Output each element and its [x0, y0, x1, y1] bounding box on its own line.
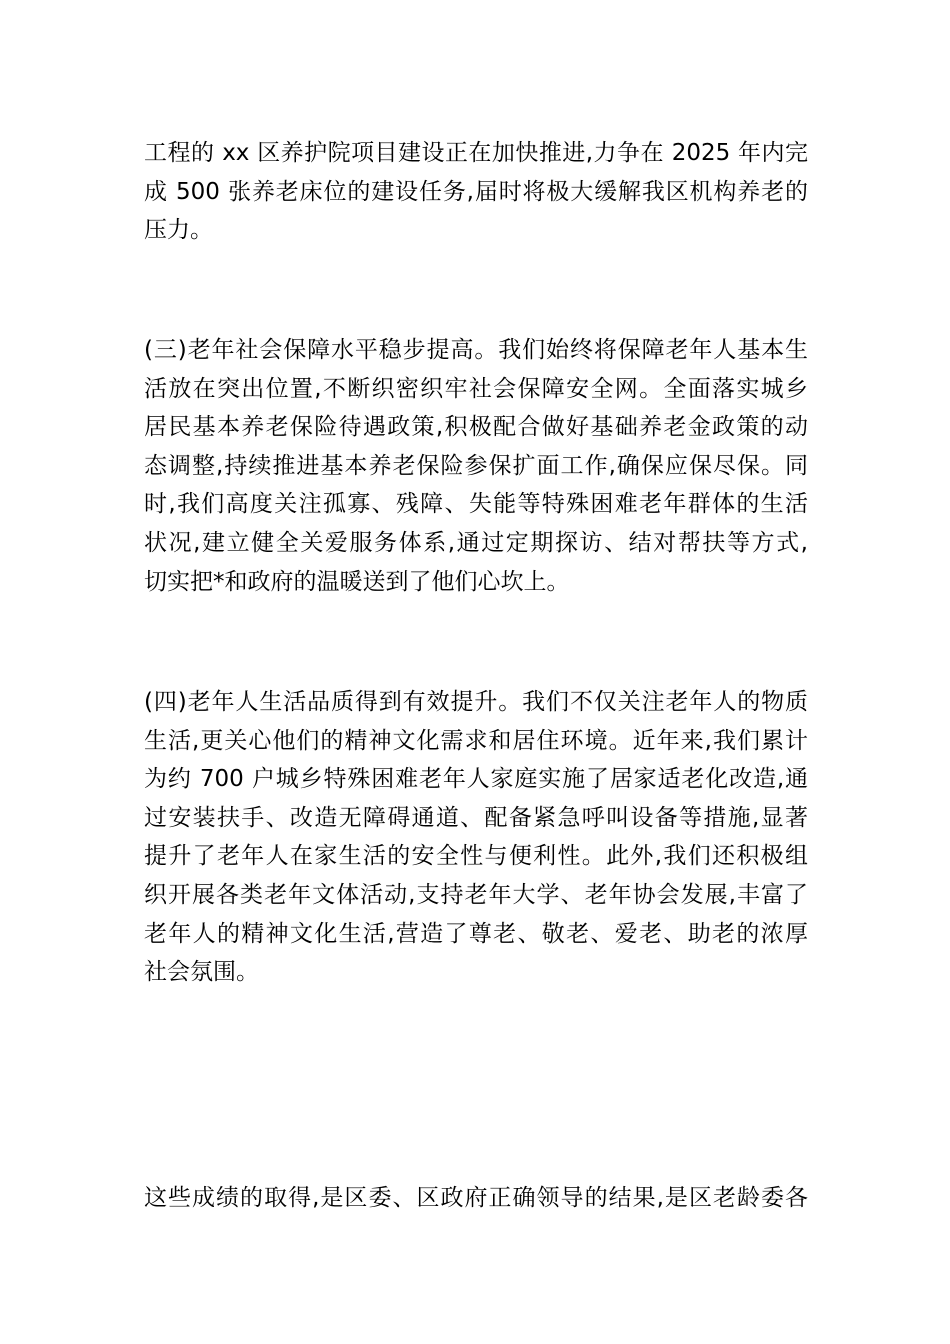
text-line: 老年人的精神文化生活,营造了尊老、敬老、爱老、助老的浓厚 [144, 920, 808, 947]
text-line: 生活,更关心他们的精神文化需求和居住环境。近年来,我们累计 [144, 727, 808, 754]
text-line: 切实把*和政府的温暖送到了他们心坎上。 [144, 568, 570, 595]
text-line: 提升了老年人在家生活的安全性与便利性。此外,我们还积极组 [144, 843, 808, 870]
text-line: 社会氛围。 [144, 959, 259, 986]
paragraph-social-security [144, 331, 808, 601]
text-line: 居民基本养老保险待遇政策,积极配合做好基础养老金政策的动 [144, 414, 808, 441]
paragraph-achievements [144, 1179, 808, 1218]
paragraph-quality-of-life [144, 683, 808, 992]
text-line: 过安装扶手、改造无障碍通道、配备紧急呼叫设备等措施,显著 [144, 804, 808, 831]
text-line: 成 500 张养老床位的建设任务,届时将极大缓解我区机构养老的 [144, 178, 808, 205]
text-line: 压力。 [144, 217, 213, 244]
paragraph-elder-care-construction [144, 134, 808, 250]
text-line: 为约 700 户城乡特殊困难老年人家庭实施了居家适老化改造,通 [144, 766, 808, 793]
text-line: 时,我们高度关注孤寡、残障、失能等特殊困难老年群体的生活 [144, 491, 808, 518]
text-line: 工程的 xx 区养护院项目建设正在加快推进,力争在 2025 年内完 [144, 140, 808, 166]
text-line: 活放在突出位置,不断织密织牢社会保障安全网。全面落实城乡 [144, 375, 808, 402]
text-line: (四)老年人生活品质得到有效提升。我们不仅关注老年人的物质 [144, 689, 808, 715]
text-line: 这些成绩的取得,是区委、区政府正确领导的结果,是区老龄委各 [144, 1185, 808, 1211]
text-line: 状况,建立健全关爱服务体系,通过定期探访、结对帮扶等方式, [144, 529, 808, 556]
text-line: 态调整,持续推进基本养老保险参保扩面工作,确保应保尽保。同 [144, 452, 808, 479]
text-line: 织开展各类老年文体活动,支持老年大学、老年协会发展,丰富了 [144, 881, 808, 908]
text-line: (三)老年社会保障水平稳步提高。我们始终将保障老年人基本生 [144, 337, 808, 363]
